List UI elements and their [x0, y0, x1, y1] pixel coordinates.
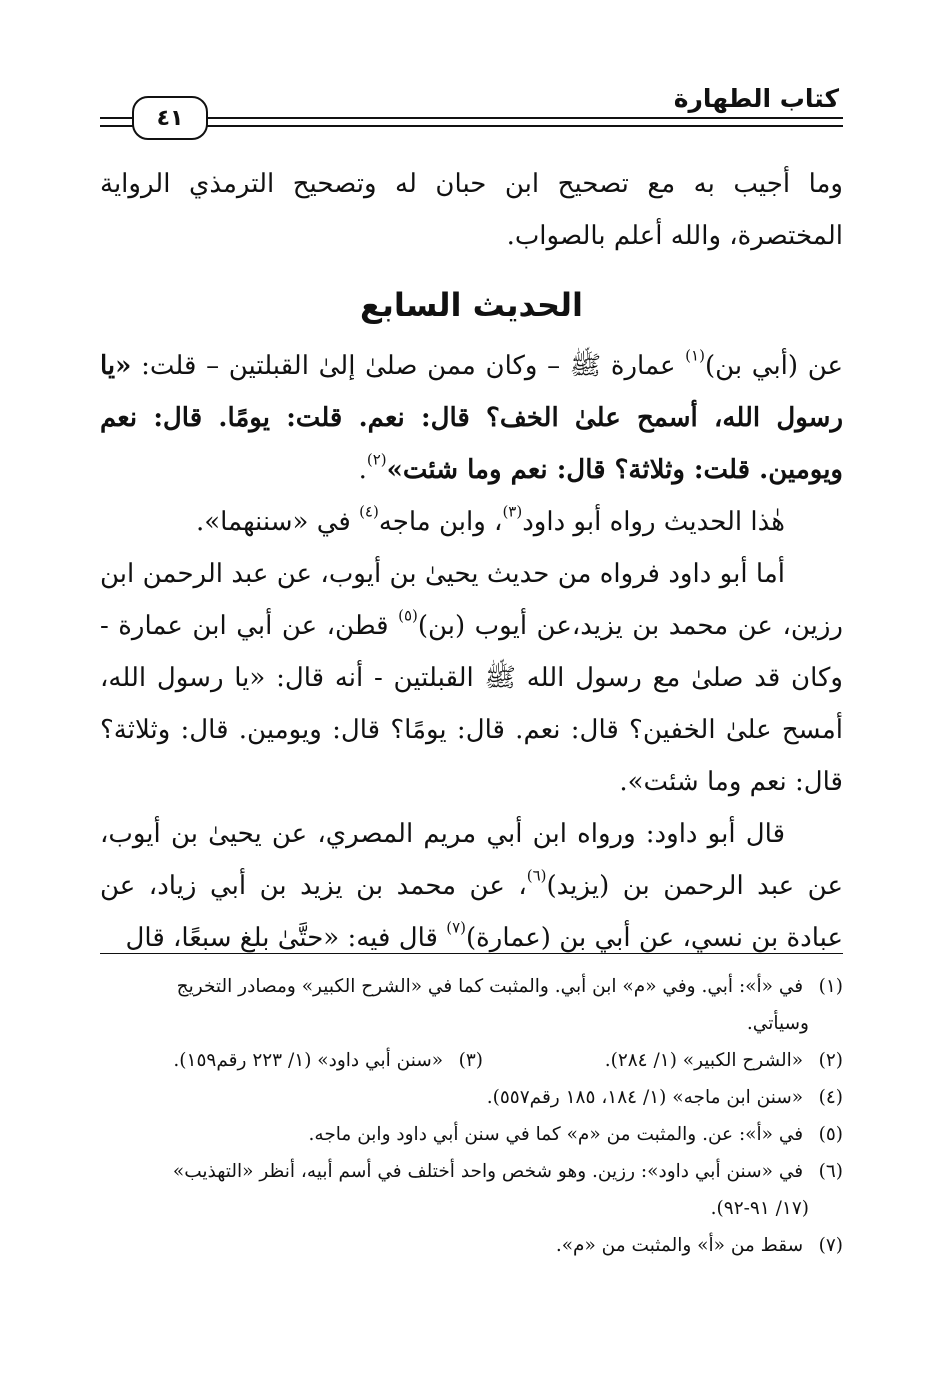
paragraph-3: [100, 496, 843, 548]
footnote-1-continuation: وسيأتي.: [746, 1013, 809, 1034]
footnote-separator: [100, 953, 843, 954]
p4-text-b: قطن، عن أبي ابن عمارة - وكان قد صلىٰ مع رسول الله ﷺ القبلتين - أنه قال: «يا رسول الله، أمسح علىٰ الخفين؟ قال: نعم. قال: يومًا؟ قال: ويومين. قال: وثلاثة؟ قال: نعم وما شئت».: [100, 611, 843, 797]
footnote-6-continuation: (١٧/ ٩١-٩٢).: [710, 1198, 809, 1219]
p4-text-a: أما أبو داود فرواه من حديث يحيىٰ بن أيوب، عن عبد الرحمن ابن رزين، عن محمد بن يزيد،عن أيوب (بن): [100, 559, 843, 641]
running-header-title: كتاب الطهارة: [673, 84, 839, 113]
footnote-ref-1[interactable]: (١): [685, 346, 705, 365]
footnote-2-text: «الشرح الكبير» (١/ ٢٨٤).: [604, 1050, 804, 1071]
p5-text-b: ، عن محمد بن يزيد بن أبي زياد، عن عبادة بن نسي، عن أبي بن (عمارة): [100, 871, 843, 953]
p2-hadith-text: «يا رسول الله، أسمح علىٰ الخف؟ قال: نعم. قلت: يومًا. قال: نعم ويومين. قلت: وثلاثة؟ قال: نعم وما شئت»: [100, 351, 843, 485]
footnote-2: [483, 1042, 843, 1079]
footnote-ref-4[interactable]: (٤): [359, 502, 379, 521]
footnote-7-text: سقط من «أ» والمثبت من «م».: [555, 1235, 804, 1256]
footnote-7: [100, 1227, 843, 1264]
main-text: [100, 158, 843, 964]
paragraph-1: وما أجيب به مع تصحيح ابن حبان له وتصحيح الترمذي الرواية المختصرة، والله أعلم بالصواب.: [100, 169, 843, 251]
p5-text-c: قال فيه: «حتَّىٰ بلغ سبعًا، قال: [125, 923, 447, 953]
paragraph-4: [100, 548, 843, 808]
p2-text-b: عمارة ﷺ – وكان ممن صلىٰ إلىٰ القبلتين – قلت:: [131, 351, 686, 381]
paragraph-2: [100, 340, 843, 496]
paragraph-5: [100, 808, 843, 964]
footnote-2-number: (٢): [818, 1050, 843, 1071]
p3-text-b: ، وابن ماجه: [378, 507, 503, 537]
footnote-ref-3[interactable]: (٣): [502, 502, 523, 521]
footnote-4-text: «سنن ابن ماجه» (١/ ١٨٤، ١٨٥ رقم٥٥٧).: [486, 1087, 804, 1108]
footnote-6-text: في «سنن أبي داود»: رزين. وهو شخص واحد أختلف في أسم أبيه، أنظر «التهذيب»: [172, 1161, 804, 1182]
footnote-ref-7[interactable]: (٧): [446, 918, 466, 937]
footnote-5-number: (٥): [818, 1124, 843, 1145]
page-number: ٤١: [132, 96, 208, 140]
p2-text-c: .: [358, 455, 367, 485]
section-heading: الحديث السابع: [360, 286, 583, 324]
footnotes: [100, 968, 843, 1264]
footnote-1-number: (١): [818, 976, 843, 997]
p3-text-a: هٰذا الحديث رواه أبو داود: [522, 507, 785, 537]
footnote-1-text: في «أ»: أبي. وفي «م» ابن أبي. والمثبت كما في «الشرح الكبير» ومصادر التخريج: [176, 976, 804, 997]
footnote-5: [100, 1116, 843, 1153]
footnote-6-number: (٦): [818, 1161, 843, 1182]
footnote-ref-6[interactable]: (٦): [526, 866, 547, 885]
footnote-3: [123, 1042, 483, 1079]
p5-text-a: قال أبو داود: ورواه ابن أبي مريم المصري، عن يحيىٰ بن أيوب، عن عبد الرحمن بن (يزيد): [100, 819, 843, 901]
footnote-row-2-3: [100, 1042, 843, 1079]
footnote-ref-2[interactable]: (٢): [366, 450, 387, 469]
footnote-1: [100, 968, 843, 1042]
footnote-5-text: في «أ»: عن. والمثبت من «م» كما في سنن أبي داود وابن ماجه.: [308, 1124, 804, 1145]
footnote-6: [100, 1153, 843, 1227]
p2-text-a: عن (أبي بن): [704, 351, 844, 381]
header-rule-top: [100, 117, 843, 119]
header-rule-bottom: [100, 125, 843, 127]
p3-text-c: في «سننهما».: [195, 507, 360, 537]
footnote-3-number: (٣): [458, 1050, 483, 1071]
footnote-4: [100, 1079, 843, 1116]
footnote-ref-5[interactable]: (٥): [398, 606, 418, 625]
footnote-4-number: (٤): [818, 1087, 843, 1108]
footnote-7-number: (٧): [818, 1235, 843, 1256]
footnote-3-text: «سنن أبي داود» (١/ ٢٢٣ رقم١٥٩).: [173, 1050, 444, 1071]
